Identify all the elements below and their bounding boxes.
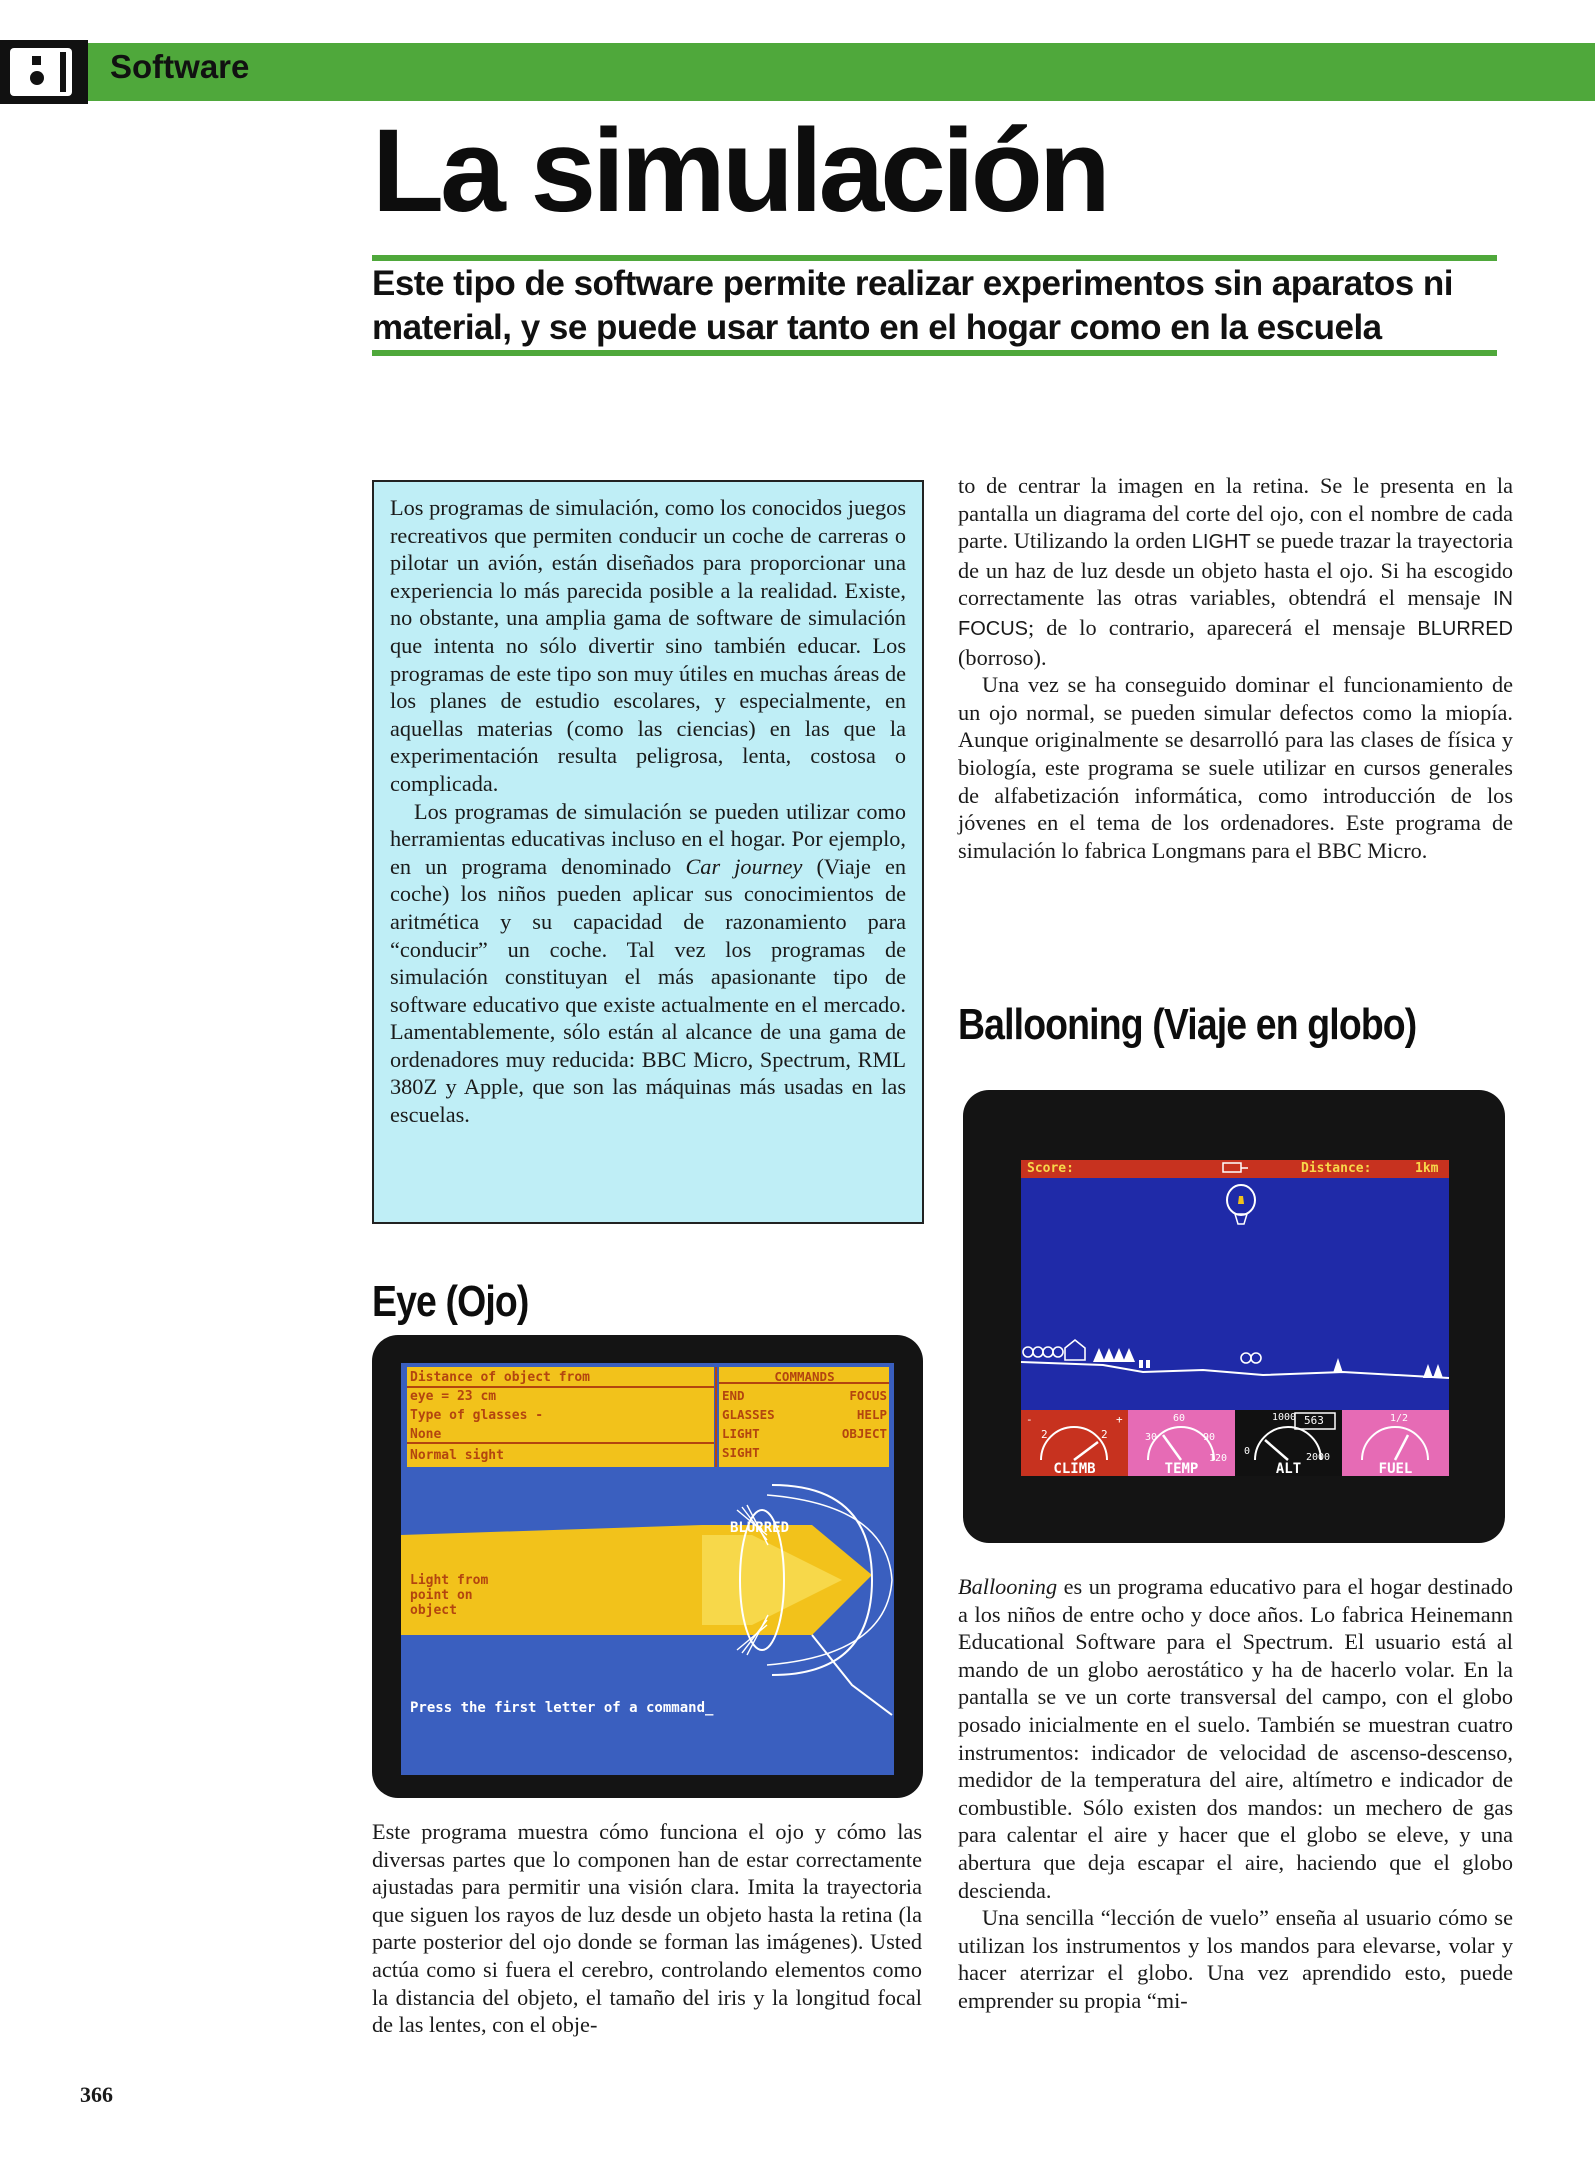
ballooning-heading: Ballooning (Viaje en globo)	[958, 1000, 1417, 1049]
col2-p1-d: (borroso).	[958, 644, 1047, 670]
alt-readout: 563	[1304, 1414, 1324, 1427]
ballooning-italic-title: Ballooning	[958, 1574, 1058, 1599]
climb-plus: +	[1116, 1413, 1123, 1426]
eye-body: Este programa muestra cómo funciona el ojo y cómo las diversas partes que lo componen han de estar correctamente ajustadas para permitir una visión clara. Imita la trayectoria que siguen los rayos de luz desde un objeto hasta la retina (la parte posterior del ojo donde se forman las imágenes). Usted actúa como si fuera el cerebro, controlando elementos como la distancia del objeto, el tamaño del iris y la longitud focal de las lentes, con el obje-	[372, 1819, 922, 2038]
temp-tick-30: 30	[1145, 1432, 1158, 1443]
cmd-object: OBJECT	[841, 1426, 887, 1441]
temp-tick-90: 90	[1203, 1432, 1216, 1443]
intro-paragraph-1: Los programas de simulación, como los conocidos juegos recreativos que permiten conducir un coche de carreras o pilotar un avión, están diseñados para proporcionar una experiencia lo más parecida posible a la realidad. Existe, no obstante, una amplia gama de software de simulación que intenta no sólo divertir sino también educar. Los programas de este tipo son muy útiles en muchas áreas de los planes de estudio escolares, y especialmente, en aquellas materias (como las ciencias) en las que la experimentación resulta peligrosa, lenta, costosa o complicada.	[390, 495, 906, 796]
cmd-light: LIGHT	[722, 1426, 760, 1441]
climb-minus: -	[1026, 1413, 1033, 1426]
col2-blurred-keyword: BLURRED	[1417, 617, 1513, 640]
gauge-temp-label: TEMP	[1164, 1461, 1199, 1477]
eye-screen-line-5: Normal sight	[410, 1448, 504, 1463]
temp-tick-60: 60	[1173, 1413, 1186, 1424]
gauge-fuel-label: FUEL	[1378, 1461, 1413, 1477]
eye-screen-line-1: Distance of object from	[410, 1370, 591, 1385]
section-label: Software	[110, 48, 250, 85]
col2-p1-b: se puede trazar la trayectoria de un haz de luz desde un objeto hasta el ojo. Si ha escogido correctamente las otras variables, obtendrá el mensaje	[958, 528, 1513, 611]
eye-commands-title: COMMANDS	[774, 1369, 835, 1384]
balloon-distance-value: 1km	[1415, 1161, 1439, 1176]
ballooning-paragraph-1	[958, 1573, 1513, 1904]
col2-continued	[958, 472, 1513, 864]
ballooning-p1-text: es un programa educativo para el hogar destinado a los niños de entre ocho y doce años. Lo fabrica Heinemann Educational Software para el Spectrum. El usuario está al mando de un globo aerostático y ha de hacerlo volar. En la pantalla se ve un corte transversal del campo, con el globo posado inicialmente en el suelo. También se muestran cuatro instrumentos: indicador de velocidad de ascenso-descenso, medidor de la temperatura del aire, altímetro e indicador de combustible. Sólo existen dos mandos: un mechero de gas para calentar el aire y hacer que el globo se eleve, y una abertura que deja escapar el aire, haciendo que el globo descienda.	[958, 1574, 1513, 1903]
intro-p2-text-a: Los programas de simulación se pueden utilizar como herramientas educativas incluso en el hogar. Por ejemplo, en un programa denominado	[390, 798, 906, 879]
intro-p2-text-b: (Viaje en coche) los niños pueden aplicar sus conocimientos de aritmética y su capacidad de razonamiento para “conducir” un coche. Tal vez los programas de simulación constituyan el más apasionante tipo de software educativo que existe actualmente en el mercado. Lamentablemente, sólo están al alcance de una gama de ordenadores muy reducida: BBC Micro, Spectrum, RML 380Z y Apple, que son las máquinas más usadas en las escuelas.	[390, 853, 906, 1128]
balloon-distance-label: Distance:	[1301, 1161, 1372, 1176]
col2-light-keyword: LIGHT	[1191, 531, 1251, 554]
floppy-disk-label	[10, 48, 72, 96]
eye-blurred-label: BLURRED	[730, 1520, 790, 1536]
page-number: 366	[80, 2082, 113, 2107]
alt-tick-1000: 1000	[1272, 1412, 1297, 1423]
eye-screenshot	[372, 1335, 923, 1798]
ballooning-paragraph-2: Una sencilla “lección de vuelo” enseña al usuario cómo se utilizan los instrumentos y los mandos para elevarse, volar y hacer aterrizar el globo. Una vez aprendido esto, puede emprender su propia “mi-	[958, 1905, 1513, 2013]
col2-p1-a: to de centrar la imagen en la retina. Se le presenta en la pantalla un diagrama del corte del ojo, con el nombre de cada parte. Utilizando la orden	[958, 473, 1513, 554]
eye-light-label-2: point on	[410, 1588, 473, 1603]
article-subtitle: Este tipo de software permite realizar experimentos sin aparatos ni material, y se puede usar tanto en el hogar como en la escuela	[372, 264, 1454, 347]
ballooning-screenshot	[963, 1090, 1505, 1543]
cmd-sight: SIGHT	[722, 1445, 760, 1460]
alt-tick-0: 0	[1244, 1446, 1251, 1457]
eye-light-label-3: object	[410, 1603, 457, 1618]
gauge-climb-label: CLIMB	[1053, 1461, 1096, 1477]
intro-paragraph-2	[390, 798, 906, 1129]
eye-screen-line-3: Type of glasses -	[410, 1408, 544, 1423]
balloon-score-label: Score:	[1027, 1161, 1074, 1176]
eye-screen-line-2: eye = 23 cm	[410, 1389, 497, 1404]
col2-paragraph-2: Una vez se ha conseguido dominar el funcionamiento de un ojo normal, se pueden simular defectos como la miopía. Aunque originalmente se desarrolló para las clases de física y biología, este programa se suele utilizar en cursos generales de alfabetización informática, como introducción de los jóvenes en el tema de los ordenadores. Este programa de simulación lo fabrica Longmans para el BBC Micro.	[958, 672, 1513, 863]
intro-p2-italic: Car journey	[685, 853, 803, 879]
gauge-alt-label: ALT	[1275, 1461, 1302, 1477]
intro-box	[372, 480, 924, 1224]
alt-tick-2000: 2000	[1306, 1452, 1331, 1463]
eye-screen-line-4: None	[410, 1427, 442, 1442]
cmd-help: HELP	[856, 1407, 887, 1422]
article-title: La simulación	[372, 105, 1107, 237]
section-header-bar	[88, 43, 1595, 101]
col2-paragraph-1	[958, 472, 1513, 671]
eye-prompt: Press the first letter of a command_	[410, 1700, 714, 1716]
subtitle-rule-top	[372, 255, 1497, 261]
cmd-end: END	[722, 1388, 745, 1403]
cmd-focus: FOCUS	[849, 1388, 887, 1403]
eye-light-label-1: Light from	[410, 1573, 489, 1588]
cmd-glasses: GLASSES	[722, 1407, 775, 1422]
temp-tick-120: 120	[1209, 1453, 1228, 1464]
climb-tick-2a: 2	[1041, 1428, 1048, 1441]
eye-heading: Eye (Ojo)	[372, 1277, 529, 1326]
subtitle-rule-bottom	[372, 350, 1497, 356]
ballooning-body	[958, 1573, 1513, 2015]
climb-tick-2b: 2	[1101, 1428, 1108, 1441]
col2-p1-c: ; de lo contrario, aparecerá el mensaje	[1028, 614, 1418, 640]
fuel-tick-half: 1/2	[1390, 1413, 1409, 1424]
col2-focus-keyword: IN FOCUS	[958, 588, 1513, 640]
